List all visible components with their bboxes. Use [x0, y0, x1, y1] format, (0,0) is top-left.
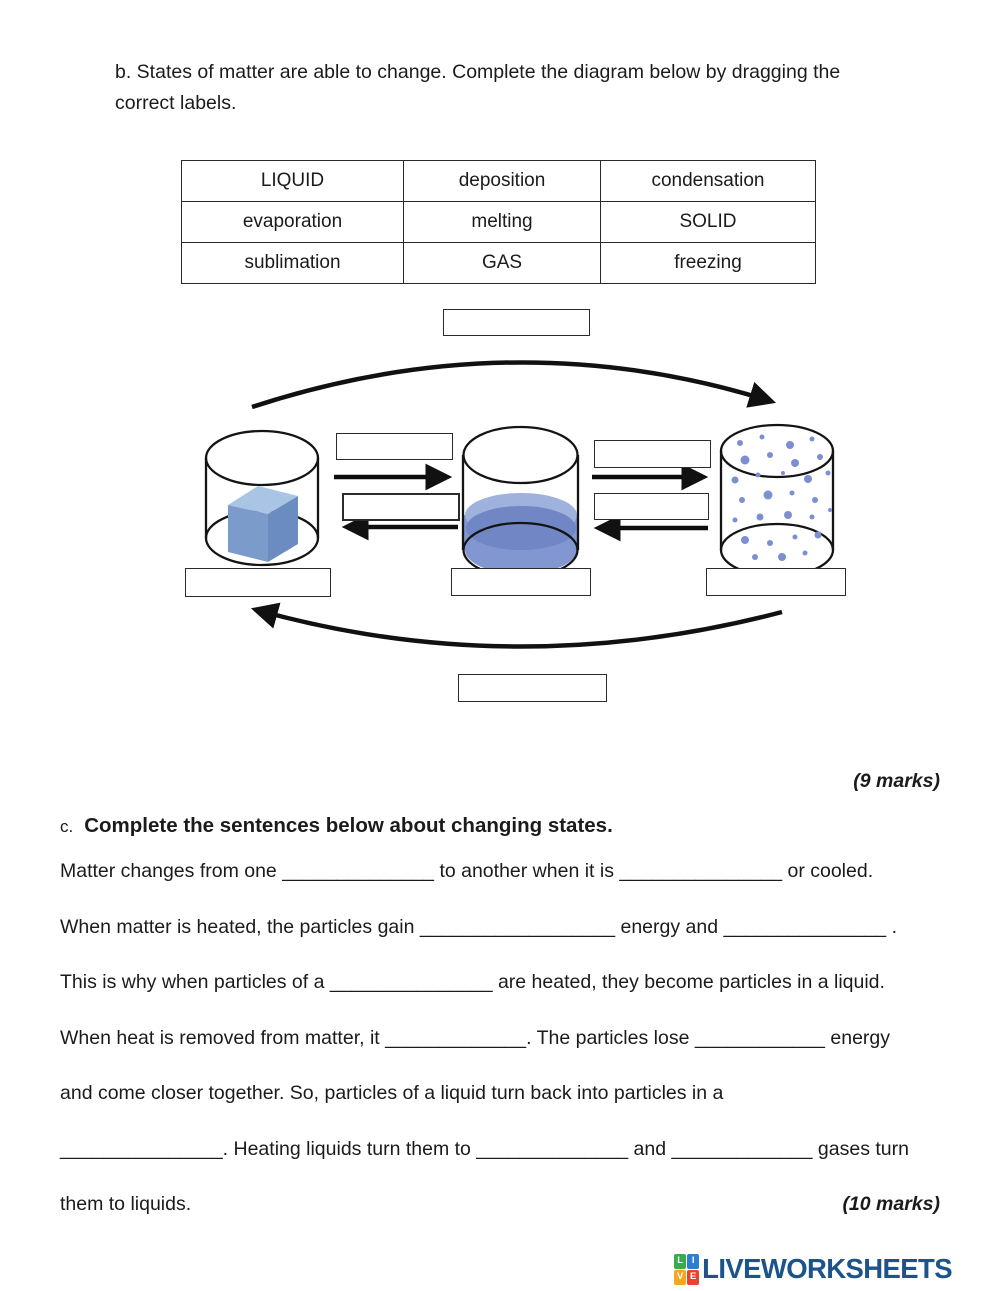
label-gas[interactable]: GAS [404, 243, 601, 284]
drop-box-top-sublimation[interactable] [443, 309, 590, 336]
label-liquid[interactable]: LIQUID [182, 161, 404, 202]
label-sublimation[interactable]: sublimation [182, 243, 404, 284]
word-bank-row [182, 243, 816, 284]
section-b-prompt-line-2: correct labels. [115, 92, 237, 114]
drop-box-liquid-to-gas[interactable] [594, 440, 711, 468]
section-b-prompt-line-1: b. States of matter are able to change. Complete the diagram below by dragging the [115, 61, 841, 83]
top-curved-arrow [252, 362, 770, 407]
sentence-line-4: When heat is removed from matter, it _____________. The particles lose ____________ energy [60, 1026, 891, 1049]
brand-wordmark: LIVEWORKSHEETS [702, 1253, 952, 1284]
drop-box-solid-state-label[interactable] [185, 568, 331, 597]
drop-box-bottom-deposition[interactable] [458, 674, 607, 702]
gas-particles [732, 435, 833, 562]
label-freezing[interactable]: freezing [601, 243, 816, 284]
section-b-prompt [115, 57, 840, 119]
section-c-marks: (10 marks) [842, 1193, 940, 1215]
fill-in-sentences [60, 856, 940, 1245]
label-condensation[interactable]: condensation [601, 161, 816, 202]
tile-l: L [674, 1254, 686, 1269]
label-evaporation[interactable]: evaporation [182, 202, 404, 243]
label-deposition[interactable]: deposition [404, 161, 601, 202]
solid-cube-icon [228, 486, 298, 562]
liveworksheets-logo [674, 1253, 952, 1285]
drop-box-liquid-state-label[interactable] [451, 568, 591, 596]
tile-v: V [674, 1270, 686, 1285]
section-c-index: c. [60, 817, 74, 836]
gas-cylinder-illustration [721, 425, 833, 576]
liquid-cylinder-illustration [463, 427, 578, 577]
label-melting[interactable]: melting [404, 202, 601, 243]
drop-box-solid-to-liquid[interactable] [336, 433, 453, 460]
liveworksheets-tiles-icon [674, 1254, 699, 1285]
sentence-line-7: them to liquids. [60, 1193, 192, 1215]
sentence-line-1: Matter changes from one ______________ to another when it is _______________ or cooled. [60, 860, 874, 882]
word-bank-table [181, 160, 816, 284]
label-solid[interactable]: SOLID [601, 202, 816, 243]
section-b-marks: (9 marks) [853, 770, 940, 792]
word-bank-row [182, 202, 816, 243]
drop-box-liquid-to-solid[interactable] [342, 493, 460, 521]
section-c-heading: Complete the sentences below about changing states. [84, 814, 613, 837]
sentence-line-3: This is why when particles of a _______________ are heated, they become particles in a liquid. [60, 971, 885, 993]
bottom-curved-arrow [257, 610, 782, 647]
states-of-matter-diagram [0, 295, 1000, 715]
section-c-heading-row [60, 814, 613, 838]
sentence-line-5: and come closer together. So, particles of a liquid turn back into particles in a [60, 1082, 724, 1104]
sentence-line-2: When matter is heated, the particles gain __________________ energy and _______________ . [60, 915, 897, 938]
drop-box-gas-to-liquid[interactable] [594, 493, 709, 520]
word-bank-row [182, 161, 816, 202]
sentence-line-6: _______________. Heating liquids turn them to ______________ and _____________ gases turn [60, 1137, 909, 1160]
tile-i: I [687, 1254, 699, 1269]
tile-e: E [687, 1270, 699, 1285]
drop-box-gas-state-label[interactable] [706, 568, 846, 596]
